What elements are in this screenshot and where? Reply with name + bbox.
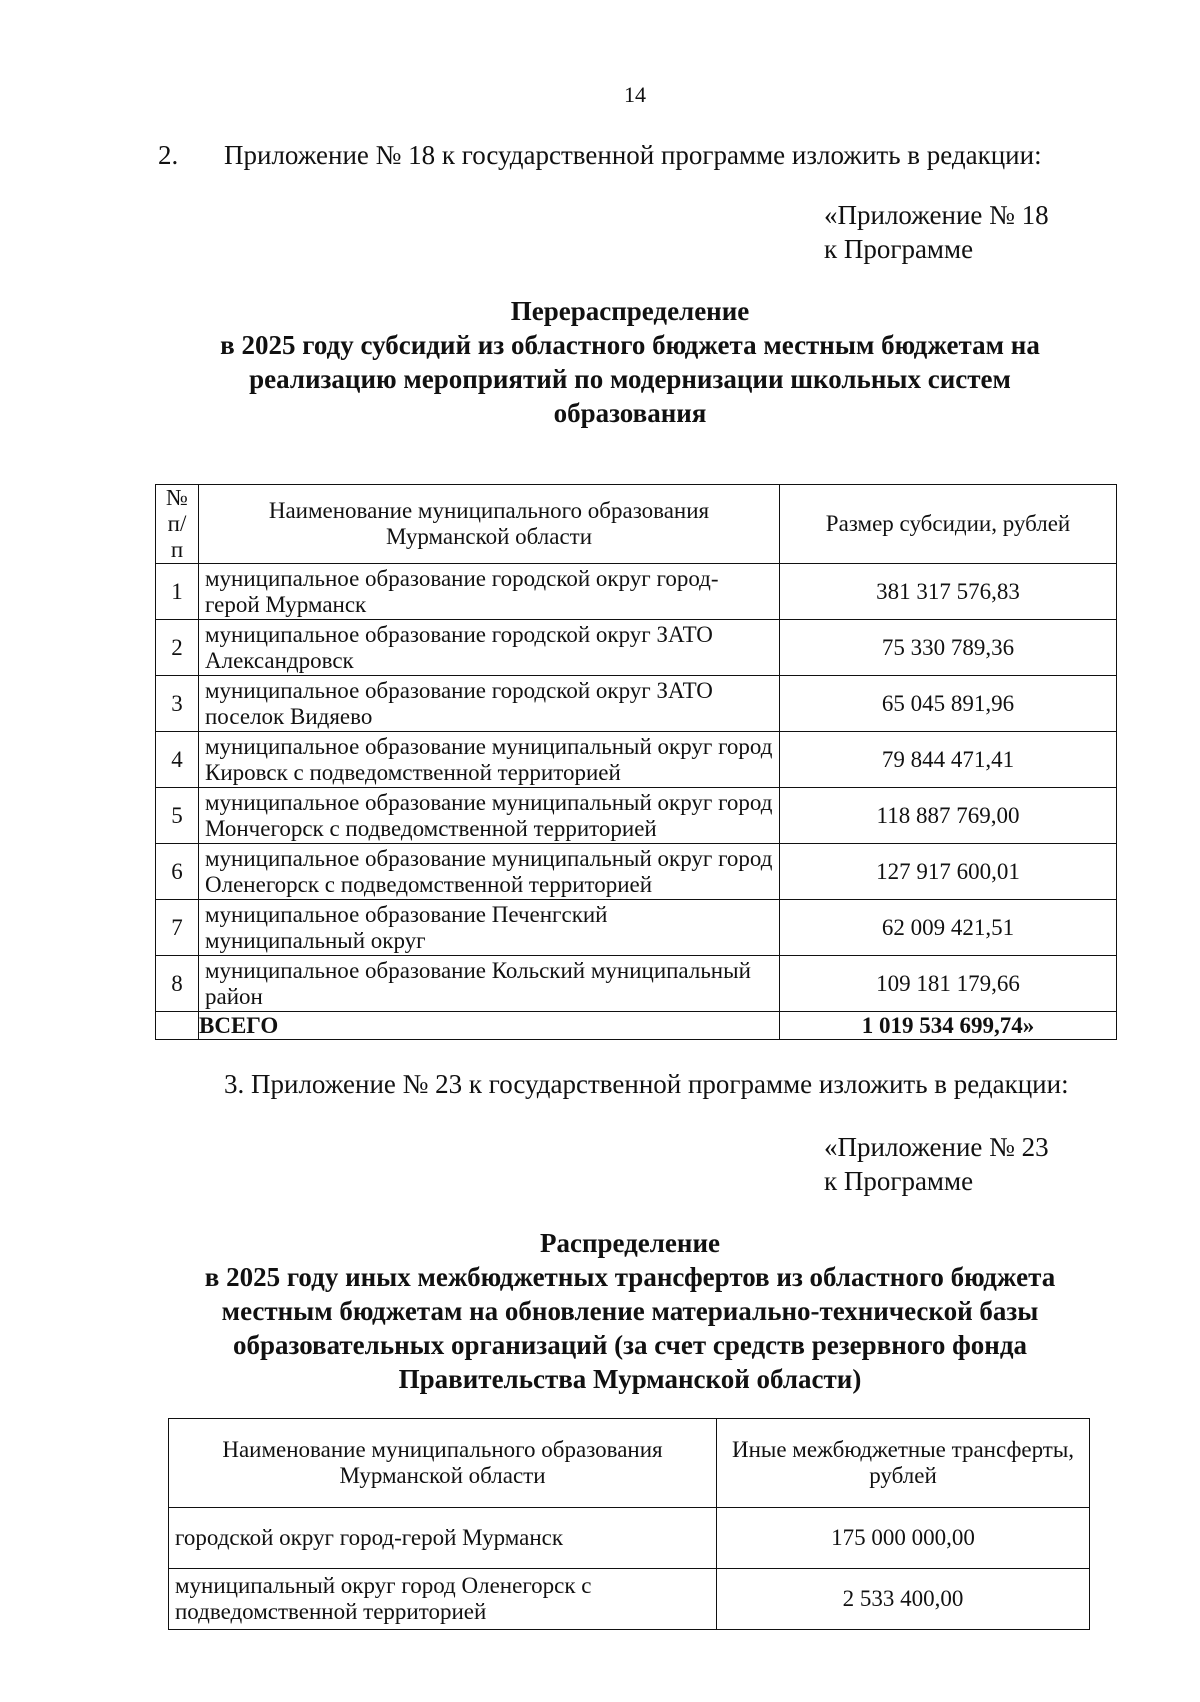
appendix-23-line2: к Программе [824, 1166, 974, 1196]
row-municipality: муниципальное образование Кольский муниципальный район [199, 956, 780, 1012]
total-label: ВСЕГО [199, 1012, 780, 1040]
row-amount: 381 317 576,83 [780, 564, 1117, 620]
page-number: 14 [624, 82, 646, 107]
table-header-row [169, 1419, 1090, 1508]
row-amount: 118 887 769,00 [780, 788, 1117, 844]
table-row [169, 1569, 1090, 1630]
table-row [156, 900, 1117, 956]
header-municipality: Наименование муниципального образования Мурманской области [169, 1419, 717, 1508]
table-row [169, 1508, 1090, 1569]
row-municipality: муниципальное образование городской округ город-герой Мурманск [199, 564, 780, 620]
title-redistribution [170, 294, 1090, 430]
header-num: № п/п [156, 485, 199, 564]
row-amount: 175 000 000,00 [717, 1508, 1090, 1569]
appendix-18-line2: к Программе [824, 234, 974, 264]
total-amount: 1 019 534 699,74» [780, 1012, 1117, 1040]
appendix-23-reference [824, 1130, 1049, 1198]
row-num: 7 [156, 900, 199, 956]
title-distribution [170, 1226, 1090, 1396]
table-row [156, 956, 1117, 1012]
row-amount: 75 330 789,36 [780, 620, 1117, 676]
header-municipality: Наименование муниципального образования Мурманской области [199, 485, 780, 564]
item-2-text: Приложение № 18 к государственной программе изложить в редакции: [224, 140, 1042, 170]
row-municipality: муниципальный округ город Оленегорск с подведомственной территорией [169, 1569, 717, 1630]
transfers-table [168, 1418, 1090, 1630]
row-municipality: муниципальное образование городской округ ЗАТО Александровск [199, 620, 780, 676]
row-num: 5 [156, 788, 199, 844]
table-row [156, 844, 1117, 900]
title1-line4: образования [553, 398, 707, 428]
row-num: 3 [156, 676, 199, 732]
title2-line4: образовательных организаций (за счет средств резервного фонда [233, 1330, 1027, 1360]
appendix-18-line1: «Приложение № 18 [824, 200, 1049, 230]
table-row [156, 732, 1117, 788]
row-municipality: муниципальное образование Печенгский муниципальный округ [199, 900, 780, 956]
subsidy-table [155, 484, 1117, 1040]
table-row [156, 788, 1117, 844]
row-amount: 79 844 471,41 [780, 732, 1117, 788]
title1-line3: реализацию мероприятий по модернизации школьных систем [249, 364, 1011, 394]
title2-line3: местным бюджетам на обновление материально-технической базы [221, 1296, 1039, 1326]
row-municipality: муниципальное образование городской округ ЗАТО поселок Видяево [199, 676, 780, 732]
row-amount: 62 009 421,51 [780, 900, 1117, 956]
title1-line2: в 2025 году субсидий из областного бюджета местным бюджетам на [220, 330, 1040, 360]
row-municipality: городской округ город-герой Мурманск [169, 1508, 717, 1569]
row-num: 1 [156, 564, 199, 620]
appendix-18-reference [824, 198, 1049, 266]
header-transfers: Иные межбюджетные трансферты, рублей [717, 1419, 1090, 1508]
row-amount: 2 533 400,00 [717, 1569, 1090, 1630]
row-municipality: муниципальное образование муниципальный округ город Оленегорск с подведомственной территорией [199, 844, 780, 900]
row-num: 4 [156, 732, 199, 788]
total-num-cell [156, 1012, 199, 1040]
title2-line2: в 2025 году иных межбюджетных трансфертов из областного бюджета [204, 1262, 1056, 1292]
row-municipality: муниципальное образование муниципальный округ город Мончегорск с подведомственной территорией [199, 788, 780, 844]
table-header-row [156, 485, 1117, 564]
item-2-paragraph [158, 140, 1042, 171]
row-num: 8 [156, 956, 199, 1012]
table-total-row [156, 1012, 1117, 1040]
item-3-paragraph: 3. Приложение № 23 к государственной программе изложить в редакции: [224, 1069, 1069, 1099]
title1-line1: Перераспределение [510, 296, 750, 326]
row-num: 6 [156, 844, 199, 900]
title2-line1: Распределение [539, 1228, 721, 1258]
table-row [156, 676, 1117, 732]
table-row [156, 564, 1117, 620]
row-amount: 109 181 179,66 [780, 956, 1117, 1012]
header-amount: Размер субсидии, рублей [780, 485, 1117, 564]
appendix-23-line1: «Приложение № 23 [824, 1132, 1049, 1162]
row-num: 2 [156, 620, 199, 676]
item-2-number: 2. [158, 140, 179, 170]
row-amount: 65 045 891,96 [780, 676, 1117, 732]
table-row [156, 620, 1117, 676]
title2-line5: Правительства Мурманской области) [398, 1364, 862, 1394]
row-municipality: муниципальное образование муниципальный округ город Кировск с подведомственной территорией [199, 732, 780, 788]
row-amount: 127 917 600,01 [780, 844, 1117, 900]
